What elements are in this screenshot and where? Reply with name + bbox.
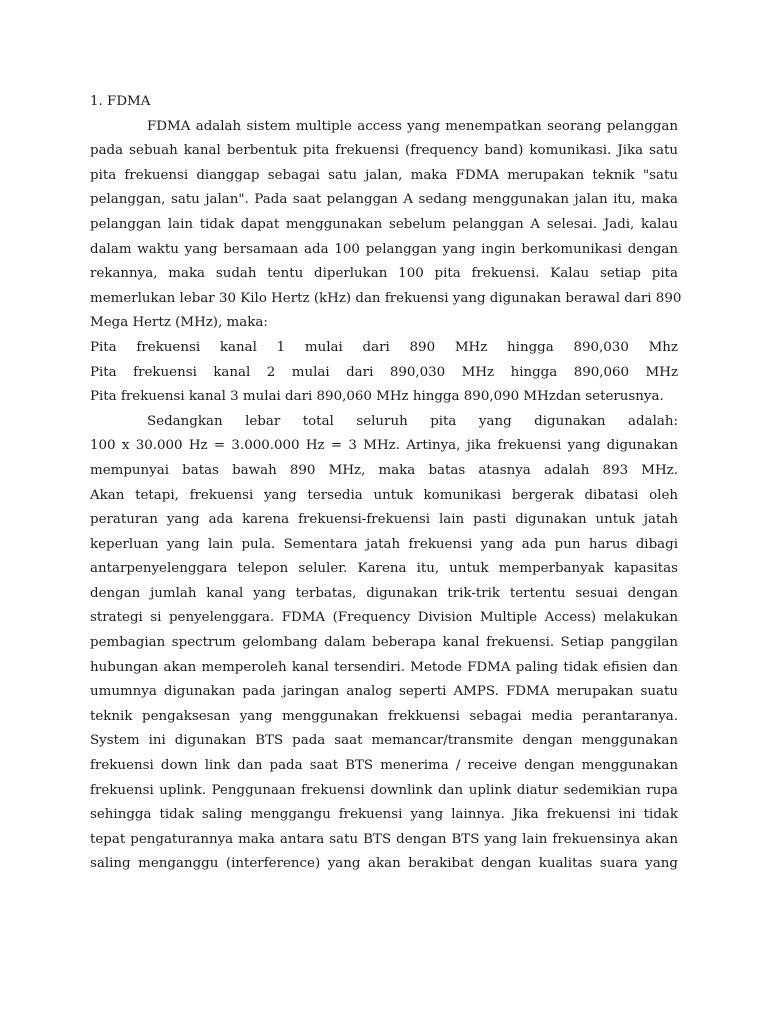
paragraph-line: Pita frekuensi kanal 2 mulai dari 890,030 MHz hingga 890,060 MHz [90,364,678,380]
paragraph-line: dengan jumlah kanal yang terbatas, digunakan trik-trik tertentu sesuai dengan [90,585,678,601]
paragraph-line: Sedangkan lebar total seluruh pita yang digunakan adalah: [147,413,678,429]
paragraph-line: strategi si penyelenggara. FDMA (Frequency Division Multiple Access) melakukan [90,610,678,626]
paragraph-line: teknik pengaksesan yang menggunakan frekkuensi sebagai media perantaranya. [90,708,678,724]
paragraph-line: mempunyai batas bawah 890 MHz, maka batas atasnya adalah 893 MHz. [90,462,678,478]
section-heading: 1. FDMA [90,94,151,109]
paragraph-line: FDMA adalah sistem multiple access yang menempatkan seorang pelanggan [147,118,678,134]
document-page [90,90,682,877]
paragraph-line: saling menganggu (interference) yang akan berakibat dengan kualitas suara yang [90,856,678,872]
paragraph-line: Pita frekuensi kanal 3 mulai dari 890,060 MHz hingga 890,090 MHzdan seterusnya. [90,389,664,405]
paragraph-line: 100 x 30.000 Hz = 3.000.000 Hz = 3 MHz. Artinya, jika frekuensi yang digunakan [90,438,678,454]
paragraph-line: pembagian spectrum gelombang dalam beberapa kanal frekuensi. Setiap panggilan [90,635,678,651]
paragraph-line: pita frekuensi dianggap sebagai satu jalan, maka FDMA merupakan teknik "satu [90,167,678,183]
document-body [90,115,682,877]
paragraph-line: pada sebuah kanal berbentuk pita frekuensi (frequency band) komunikasi. Jika satu [90,143,678,159]
paragraph-line: peraturan yang ada karena frekuensi-frekuensi lain pasti digunakan untuk jatah [90,512,678,528]
paragraph-line: rekannya, maka sudah tentu diperlukan 100 pita frekuensi. Kalau setiap pita [90,266,678,282]
paragraph-line: pelanggan, satu jalan". Pada saat pelanggan A sedang menggunakan jalan itu, maka [90,192,678,208]
paragraph-line: pelanggan lain tidak dapat menggunakan sebelum pelanggan A selesai. Jadi, kalau [90,216,678,232]
paragraph-line: Mega Hertz (MHz), maka: [90,315,268,331]
paragraph-line: hubungan akan memperoleh kanal tersendiri. Metode FDMA paling tidak efisien dan [90,659,678,675]
paragraph-line: System ini digunakan BTS pada saat memancar/transmite dengan menggunakan [90,733,678,749]
paragraph-line: keperluan yang lain pula. Sementara jatah frekuensi yang ada pun harus dibagi [90,536,678,552]
paragraph-line: dalam waktu yang bersamaan ada 100 pelanggan yang ingin berkomunikasi dengan [90,241,678,257]
paragraph-line: Pita frekuensi kanal 1 mulai dari 890 MHz hingga 890,030 Mhz [90,339,678,355]
paragraph-line: frekuensi down link dan pada saat BTS menerima / receive dengan menggunakan [90,758,678,774]
paragraph-line: frekuensi uplink. Penggunaan frekuensi downlink dan uplink diatur sedemikian rupa [90,782,678,798]
paragraph-line: tepat pengaturannya maka antara satu BTS dengan BTS yang lain frekuensinya akan [90,831,678,847]
paragraph-line: umumnya digunakan pada jaringan analog seperti AMPS. FDMA merupakan suatu [90,684,678,700]
paragraph-line: Akan tetapi, frekuensi yang tersedia untuk komunikasi bergerak dibatasi oleh [90,487,678,503]
paragraph-line: memerlukan lebar 30 Kilo Hertz (kHz) dan frekuensi yang digunakan berawal dari 890 [90,290,682,306]
paragraph-line: antarpenyelenggara telepon seluler. Karena itu, untuk memperbanyak kapasitas [90,561,678,577]
paragraph-line: sehingga tidak saling menggangu frekuensi yang lainnya. Jika frekuensi ini tidak [90,807,678,823]
